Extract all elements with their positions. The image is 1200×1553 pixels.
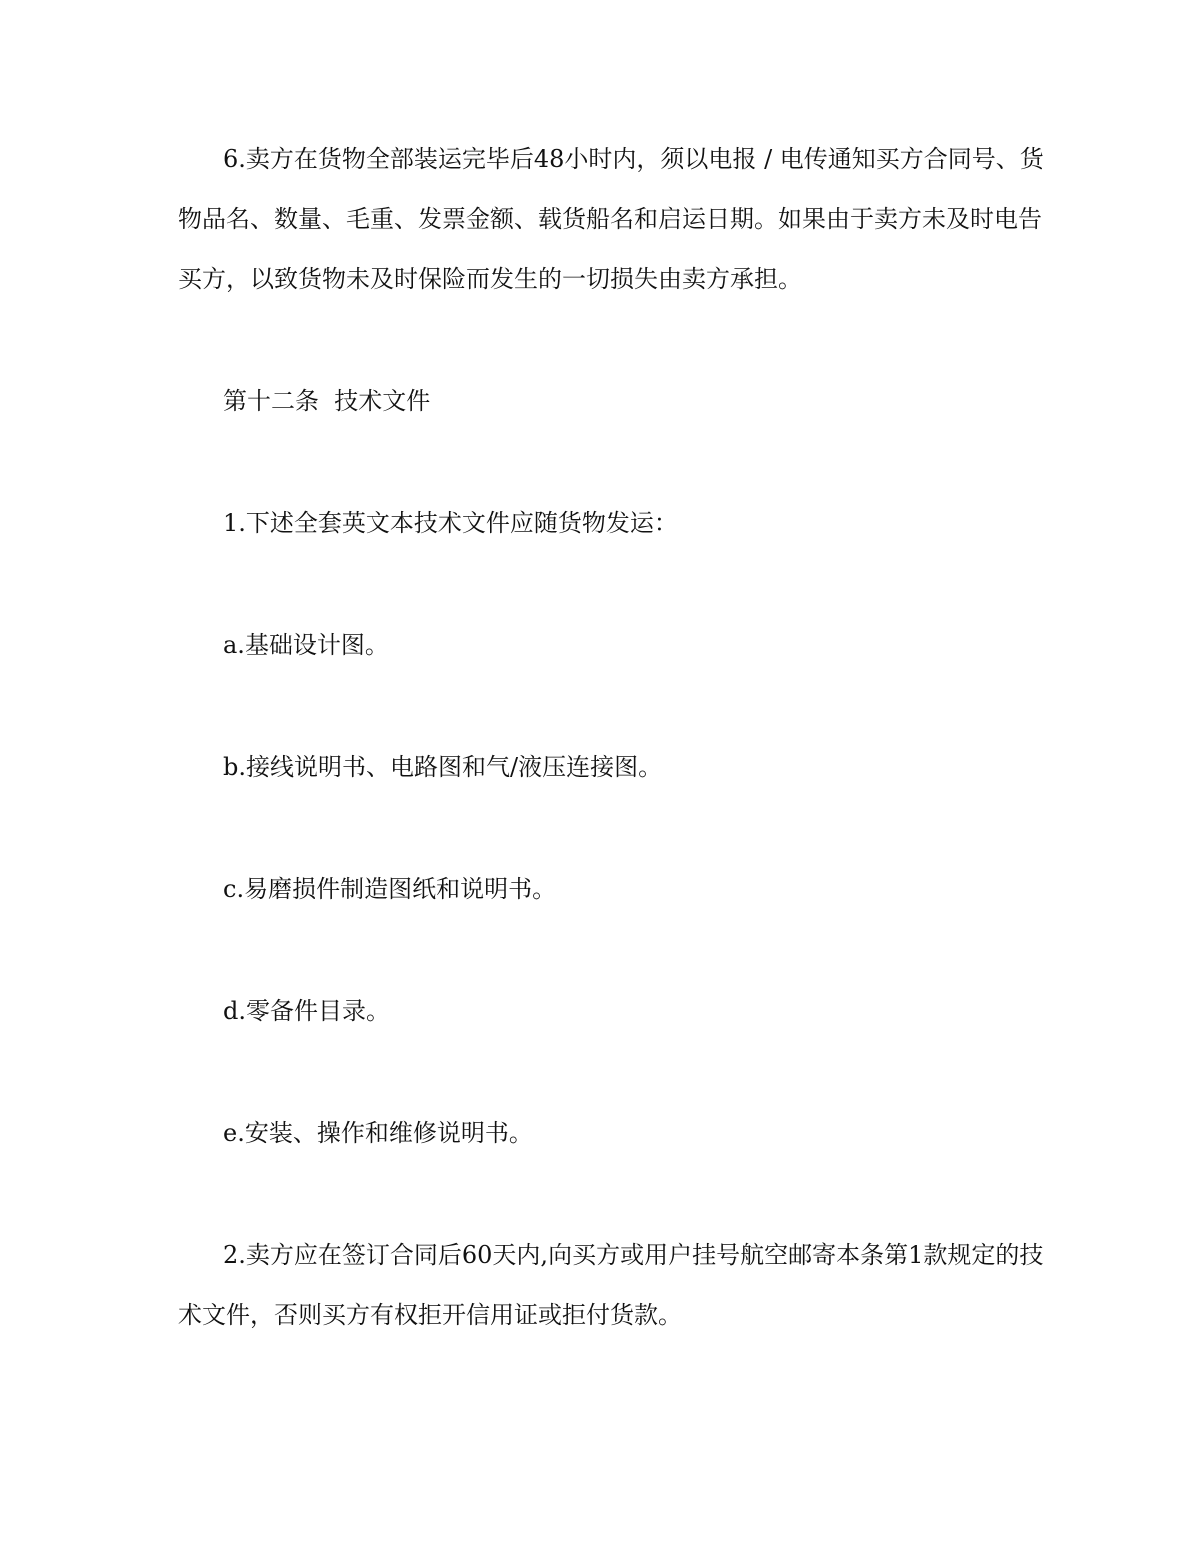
sub-item-d: d.零备件目录。 — [223, 997, 390, 1025]
article-12-heading: 第十二条 技术文件 — [223, 387, 431, 415]
paragraph-6-line-3: 买方，以致货物未及时保险而发生的一切损失由卖方承担。 — [178, 265, 802, 293]
item-1-text: 1.下述全套英文本技术文件应随货物发运： — [223, 509, 678, 537]
item-2-line-2: 术文件，否则买方有权拒开信用证或拒付货款。 — [178, 1301, 682, 1329]
paragraph-6-line-2: 物品名、数量、毛重、发票金额、载货船名和启运日期。如果由于卖方未及时电告 — [178, 205, 1042, 233]
paragraph-6-line-1: 6.卖方在货物全部装运完毕后48小时内，须以电报 / 电传通知买方合同号、货 — [223, 145, 1044, 173]
item-2-line-1: 2.卖方应在签订合同后60天内,向买方或用户挂号航空邮寄本条第1款规定的技 — [223, 1241, 1044, 1269]
sub-item-e: e.安装、操作和维修说明书。 — [223, 1119, 533, 1147]
sub-item-a: a.基础设计图。 — [223, 631, 389, 659]
sub-item-b: b.接线说明书、电路图和气/液压连接图。 — [223, 753, 663, 781]
sub-item-c: c.易磨损件制造图纸和说明书。 — [223, 875, 557, 903]
